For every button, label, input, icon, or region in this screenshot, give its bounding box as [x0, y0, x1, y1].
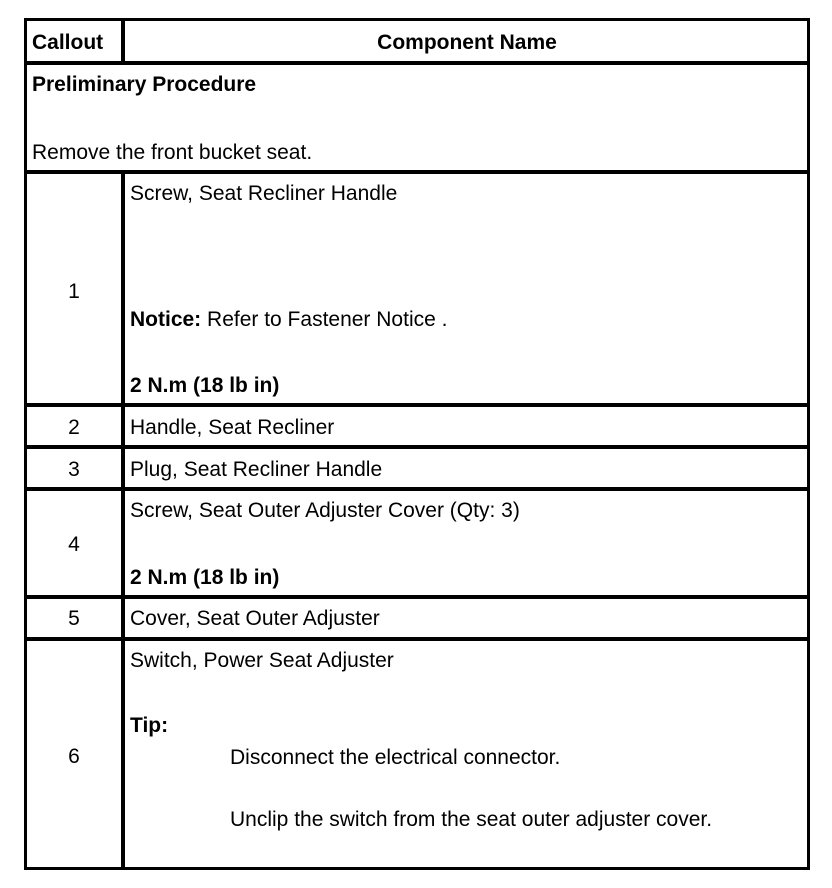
component-name-1: Screw, Seat Recliner Handle	[130, 182, 398, 205]
component-name-3: Plug, Seat Recliner Handle	[130, 458, 383, 481]
row-divider-2	[27, 445, 807, 449]
callout-3: 3	[68, 458, 80, 481]
torque-1: 2 N.m (18 lb in)	[130, 374, 280, 397]
tip-item-1: Disconnect the electrical connector.	[230, 746, 561, 769]
callout-1: 1	[68, 280, 80, 303]
callout-4: 4	[68, 533, 80, 556]
column-divider-body	[121, 174, 125, 870]
header-component-name: Component Name	[377, 31, 557, 54]
header-divider	[27, 61, 807, 65]
preliminary-step: Remove the front bucket seat.	[32, 141, 313, 164]
column-divider-header	[121, 21, 125, 61]
notice-1	[130, 308, 447, 332]
preliminary-title: Preliminary Procedure	[32, 73, 257, 96]
notice-text: Refer to Fastener Notice .	[201, 308, 448, 331]
callout-table	[24, 18, 810, 870]
component-name-5: Cover, Seat Outer Adjuster	[130, 607, 380, 630]
row-divider-1	[27, 403, 807, 407]
torque-4: 2 N.m (18 lb in)	[130, 566, 280, 589]
callout-6: 6	[68, 745, 80, 768]
component-name-2: Handle, Seat Recliner	[130, 416, 335, 439]
tip-item-2: Unclip the switch from the seat outer adjuster cover.	[230, 808, 713, 831]
row-divider-5	[27, 637, 807, 641]
callout-5: 5	[68, 607, 80, 630]
row-divider-3	[27, 487, 807, 491]
callout-2: 2	[68, 416, 80, 439]
row-divider-4	[27, 595, 807, 599]
header-callout: Callout	[32, 31, 104, 54]
preliminary-divider	[27, 170, 807, 174]
component-name-4: Screw, Seat Outer Adjuster Cover (Qty: 3)	[130, 499, 520, 522]
component-name-6: Switch, Power Seat Adjuster	[130, 649, 394, 672]
notice-label: Notice:	[130, 308, 202, 331]
tip-label: Tip:	[130, 714, 169, 737]
